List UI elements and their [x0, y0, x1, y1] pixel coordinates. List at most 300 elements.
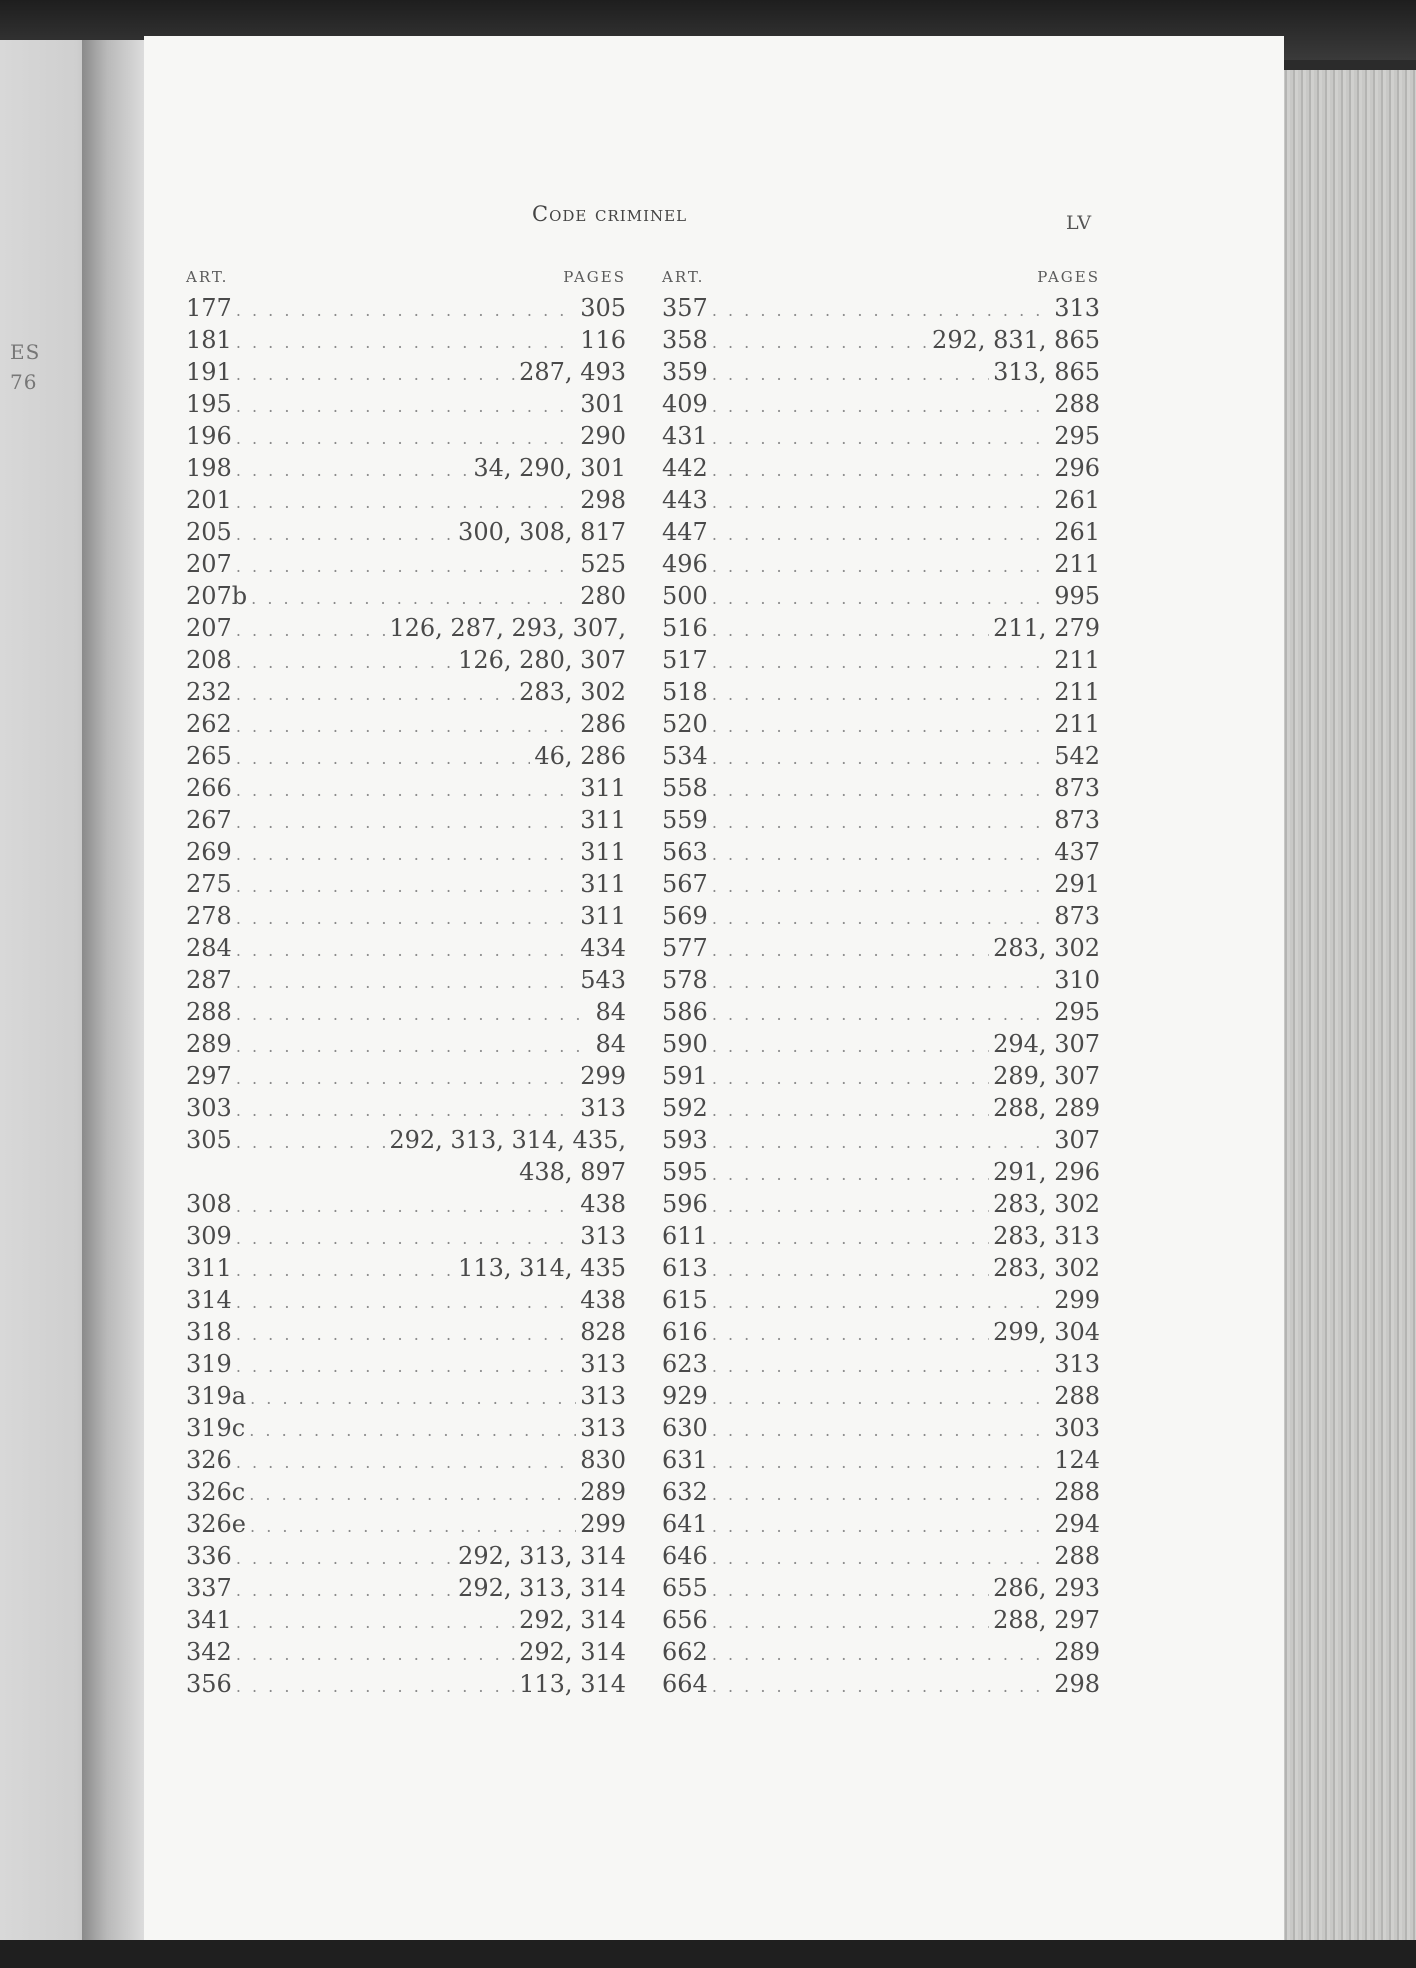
dot-leader: [712, 525, 1050, 544]
page-references: 280: [580, 582, 626, 610]
index-row: [662, 1126, 1100, 1158]
index-row: [186, 774, 626, 806]
page-references: 283, 313: [993, 1222, 1100, 1250]
page-references: 289: [1054, 1638, 1100, 1666]
dot-leader: [712, 365, 989, 384]
article-number: 191: [186, 358, 232, 386]
dot-leader: [236, 301, 576, 320]
page-references: 126, 280, 307: [458, 646, 626, 674]
page-references: 116: [580, 326, 626, 354]
article-number: 534: [662, 742, 708, 770]
page-references: 434: [580, 934, 626, 962]
scan-bottom-edge: [0, 1940, 1416, 1968]
article-number: 311: [186, 1254, 232, 1282]
page-references: 301: [580, 390, 626, 418]
index-row: [662, 806, 1100, 838]
dot-leader: [712, 461, 1050, 480]
page-references: 211: [1054, 678, 1100, 706]
book-gutter: [82, 40, 144, 1940]
dot-leader: [712, 1421, 1050, 1440]
article-number: 558: [662, 774, 708, 802]
dot-leader: [249, 1421, 576, 1440]
article-number: 664: [662, 1670, 708, 1698]
page-references: 288, 289: [993, 1094, 1100, 1122]
article-number: 595: [662, 1158, 708, 1186]
article-number: 632: [662, 1478, 708, 1506]
index-row: [186, 1254, 626, 1286]
article-number: 518: [662, 678, 708, 706]
dot-leader: [712, 941, 989, 960]
page-references: 288: [1054, 1382, 1100, 1410]
index-row: [662, 902, 1100, 934]
article-number: 586: [662, 998, 708, 1026]
index-row: [662, 1062, 1100, 1094]
article-number: 288: [186, 998, 232, 1026]
index-row: [662, 1638, 1100, 1670]
index-row: [186, 1510, 626, 1542]
article-number: 207: [186, 550, 232, 578]
index-row: [662, 390, 1100, 422]
index-row: [662, 1190, 1100, 1222]
article-number: 641: [662, 1510, 708, 1538]
page-references: 288: [1054, 390, 1100, 418]
dot-leader: [236, 845, 576, 864]
dot-leader: [712, 301, 1050, 320]
dot-leader: [712, 493, 1050, 512]
index-row: [662, 1574, 1100, 1606]
index-row: [186, 1638, 626, 1670]
dot-leader: [236, 717, 576, 736]
dot-leader: [712, 1613, 989, 1632]
page-references: 113, 314: [519, 1670, 626, 1698]
article-number: 289: [186, 1030, 232, 1058]
page-references: 873: [1054, 902, 1100, 930]
index-row: [186, 678, 626, 710]
index-rows: [186, 294, 626, 1702]
article-number: 630: [662, 1414, 708, 1442]
page-references: 126, 287, 293, 307,: [389, 614, 626, 642]
page-references: 313: [1054, 1350, 1100, 1378]
page-references: 292, 313, 314: [458, 1542, 626, 1570]
dot-leader: [712, 717, 1050, 736]
index-row: [186, 422, 626, 454]
article-number: 655: [662, 1574, 708, 1602]
index-row: [662, 614, 1100, 646]
page-references: 290: [580, 422, 626, 450]
article-number: 342: [186, 1638, 232, 1666]
page-references: 313: [580, 1382, 626, 1410]
index-row: [186, 870, 626, 902]
article-number: 266: [186, 774, 232, 802]
article-number: 591: [662, 1062, 708, 1090]
page-references: 211: [1054, 646, 1100, 674]
index-row: [186, 454, 626, 486]
facing-page-text: ES: [10, 340, 41, 364]
index-column-right: [662, 268, 1100, 1702]
page-references: 307: [1054, 1126, 1100, 1154]
page-references: 438: [580, 1286, 626, 1314]
index-row: [186, 1574, 626, 1606]
page-references: 873: [1054, 774, 1100, 802]
index-row: [662, 934, 1100, 966]
dot-leader: [712, 1645, 1050, 1664]
dot-leader: [712, 1197, 989, 1216]
pages-header: PAGES: [1037, 268, 1100, 286]
dot-leader: [712, 429, 1050, 448]
article-number: 431: [662, 422, 708, 450]
article-number: 232: [186, 678, 232, 706]
index-row: [186, 1094, 626, 1126]
page-references: 288, 297: [993, 1606, 1100, 1634]
index-row: [186, 614, 626, 646]
column-header: [186, 268, 626, 292]
index-row: [186, 1158, 626, 1190]
page-references: 437: [1054, 838, 1100, 866]
index-row: [186, 1062, 626, 1094]
dot-leader: [236, 1549, 454, 1568]
page-references: 313: [580, 1414, 626, 1442]
page-references: 84: [595, 1030, 626, 1058]
index-row: [662, 838, 1100, 870]
index-row: [186, 1126, 626, 1158]
index-row: [186, 358, 626, 390]
article-number: 314: [186, 1286, 232, 1314]
index-column-left: [186, 268, 626, 1702]
dot-leader: [712, 1133, 1050, 1152]
dot-leader: [236, 1101, 576, 1120]
page-references: 299, 304: [993, 1318, 1100, 1346]
index-row: [662, 294, 1100, 326]
dot-leader: [712, 1325, 989, 1344]
page-references: 124: [1054, 1446, 1100, 1474]
dot-leader: [236, 941, 576, 960]
index-row: [662, 774, 1100, 806]
page-references: 286, 293: [993, 1574, 1100, 1602]
article-number: 201: [186, 486, 232, 514]
article-number: 269: [186, 838, 232, 866]
dot-leader: [712, 1005, 1050, 1024]
dot-leader: [236, 1133, 386, 1152]
page-references: 292, 313, 314, 435,: [389, 1126, 626, 1154]
page-references: 296: [1054, 454, 1100, 482]
article-number: 208: [186, 646, 232, 674]
index-row: [662, 1510, 1100, 1542]
article-number: 496: [662, 550, 708, 578]
article-number: 559: [662, 806, 708, 834]
article-number: 309: [186, 1222, 232, 1250]
dot-leader: [236, 1197, 576, 1216]
article-number: 567: [662, 870, 708, 898]
index-row: [662, 1606, 1100, 1638]
dot-leader: [236, 1645, 515, 1664]
page-references: 292, 313, 314: [458, 1574, 626, 1602]
page-references: 286: [580, 710, 626, 738]
page-references: 310: [1054, 966, 1100, 994]
dot-leader: [712, 1069, 989, 1088]
index-row: [186, 390, 626, 422]
dot-leader: [712, 621, 989, 640]
page-references: 300, 308, 817: [458, 518, 626, 546]
page-references: 299: [580, 1062, 626, 1090]
index-row: [662, 646, 1100, 678]
dot-leader: [712, 1485, 1050, 1504]
dot-leader: [249, 1485, 576, 1504]
page-references: 211, 279: [993, 614, 1100, 642]
page-references: 34, 290, 301: [473, 454, 626, 482]
index-row: [186, 1350, 626, 1382]
page-references: 283, 302: [993, 1190, 1100, 1218]
index-row: [186, 1286, 626, 1318]
dot-leader: [712, 1549, 1050, 1568]
dot-leader: [712, 1101, 989, 1120]
dot-leader: [236, 525, 454, 544]
dot-leader: [712, 1389, 1050, 1408]
article-number: 517: [662, 646, 708, 674]
index-row: [662, 678, 1100, 710]
page-references: 289: [580, 1478, 626, 1506]
index-row: [662, 454, 1100, 486]
article-number: 409: [662, 390, 708, 418]
index-row: [662, 1254, 1100, 1286]
article-number: 341: [186, 1606, 232, 1634]
dot-leader: [712, 1453, 1050, 1472]
dot-leader: [236, 493, 576, 512]
dot-leader: [236, 1005, 592, 1024]
index-row: [186, 1478, 626, 1510]
page-references: 873: [1054, 806, 1100, 834]
article-number: 198: [186, 454, 232, 482]
article-number: 303: [186, 1094, 232, 1122]
index-row: [186, 998, 626, 1030]
page-references: 313: [580, 1094, 626, 1122]
dot-leader: [712, 1677, 1050, 1696]
page-references: 313: [1054, 294, 1100, 322]
page-references: 291: [1054, 870, 1100, 898]
index-row: [662, 870, 1100, 902]
article-number: 297: [186, 1062, 232, 1090]
index-row: [662, 1094, 1100, 1126]
dot-leader: [251, 589, 576, 608]
index-row: [662, 1446, 1100, 1478]
page-references: 295: [1054, 998, 1100, 1026]
article-number: 592: [662, 1094, 708, 1122]
index-row: [186, 1030, 626, 1062]
article-number: 623: [662, 1350, 708, 1378]
page-number: LV: [1066, 212, 1093, 234]
page-references: 292, 314: [519, 1638, 626, 1666]
article-number: 308: [186, 1190, 232, 1218]
page-references: 288: [1054, 1478, 1100, 1506]
page-references: 311: [580, 838, 626, 866]
page-references: 995: [1054, 582, 1100, 610]
page-references: 287, 493: [519, 358, 626, 386]
page-references: 283, 302: [519, 678, 626, 706]
index-row: [662, 1478, 1100, 1510]
dot-leader: [250, 1517, 576, 1536]
article-number: 516: [662, 614, 708, 642]
index-row: [662, 486, 1100, 518]
art-header: ART.: [662, 268, 705, 286]
index-row: [662, 358, 1100, 390]
index-row: [662, 1222, 1100, 1254]
dot-leader: [712, 813, 1050, 832]
art-header: ART.: [186, 268, 229, 286]
article-number: 319a: [186, 1382, 247, 1410]
dot-leader: [236, 685, 515, 704]
page-references: 289, 307: [993, 1062, 1100, 1090]
index-row: [186, 710, 626, 742]
article-number: 207b: [186, 582, 248, 610]
page-references: 542: [1054, 742, 1100, 770]
article-number: 357: [662, 294, 708, 322]
page-references: 438, 897: [519, 1158, 626, 1186]
dot-leader: [712, 877, 1050, 896]
column-header: [662, 268, 1100, 292]
article-number: 265: [186, 742, 232, 770]
dot-leader: [712, 397, 1050, 416]
page-references: 261: [1054, 486, 1100, 514]
index-row: [186, 646, 626, 678]
index-row: [186, 1318, 626, 1350]
index-row: [662, 518, 1100, 550]
article-number: 205: [186, 518, 232, 546]
dot-leader: [712, 1581, 989, 1600]
dot-leader: [712, 1261, 989, 1280]
page-references: 313: [580, 1350, 626, 1378]
page-references: 828: [580, 1318, 626, 1346]
article-number: 662: [662, 1638, 708, 1666]
dot-leader: [236, 621, 386, 640]
page-references: 525: [580, 550, 626, 578]
index-row: [662, 1542, 1100, 1574]
index-row: [662, 998, 1100, 1030]
article-number: 442: [662, 454, 708, 482]
page-references: 294, 307: [993, 1030, 1100, 1058]
index-row: [186, 1606, 626, 1638]
dot-leader: [236, 1325, 576, 1344]
article-number: 267: [186, 806, 232, 834]
dot-leader: [236, 1357, 576, 1376]
index-row: [662, 326, 1100, 358]
dot-leader: [236, 1229, 576, 1248]
dot-leader: [236, 1293, 576, 1312]
page-references: 291, 296: [993, 1158, 1100, 1186]
page-references: 292, 314: [519, 1606, 626, 1634]
article-number: 287: [186, 966, 232, 994]
page-references: 299: [580, 1510, 626, 1538]
page-references: 830: [580, 1446, 626, 1474]
article-number: 336: [186, 1542, 232, 1570]
page-edges: [1282, 70, 1416, 1940]
article-number: 590: [662, 1030, 708, 1058]
dot-leader: [236, 429, 576, 448]
page-references: 311: [580, 870, 626, 898]
dot-leader: [236, 877, 576, 896]
dot-leader: [712, 845, 1050, 864]
index-row: [662, 1670, 1100, 1702]
dot-leader: [712, 685, 1050, 704]
article-number: 613: [662, 1254, 708, 1282]
article-number: 447: [662, 518, 708, 546]
article-number: 656: [662, 1606, 708, 1634]
index-row: [186, 1382, 626, 1414]
article-number: 262: [186, 710, 232, 738]
index-rows: [662, 294, 1100, 1702]
dot-leader: [250, 1389, 576, 1408]
dot-leader: [712, 557, 1050, 576]
dot-leader: [236, 365, 515, 384]
index-row: [186, 934, 626, 966]
article-number: 500: [662, 582, 708, 610]
dot-leader: [712, 749, 1050, 768]
index-row: [186, 582, 626, 614]
dot-leader: [712, 1293, 1050, 1312]
index-row: [186, 486, 626, 518]
page-references: 303: [1054, 1414, 1100, 1442]
article-number: 616: [662, 1318, 708, 1346]
page-references: 288: [1054, 1542, 1100, 1570]
dot-leader: [236, 909, 576, 928]
index-row: [186, 838, 626, 870]
page-references: 295: [1054, 422, 1100, 450]
article-number: 359: [662, 358, 708, 386]
article-number: 578: [662, 966, 708, 994]
article-number: 326c: [186, 1478, 246, 1506]
index-row: [662, 742, 1100, 774]
page-references: 299: [1054, 1286, 1100, 1314]
page-references: 292, 831, 865: [932, 326, 1100, 354]
index-row: [186, 1414, 626, 1446]
pages-header: PAGES: [563, 268, 626, 286]
article-number: 305: [186, 1126, 232, 1154]
article-number: 563: [662, 838, 708, 866]
article-number: 569: [662, 902, 708, 930]
article-number: 319: [186, 1350, 232, 1378]
article-number: 177: [186, 294, 232, 322]
index-row: [186, 550, 626, 582]
dot-leader: [236, 1069, 576, 1088]
index-row: [662, 1414, 1100, 1446]
dot-leader: [236, 333, 576, 352]
article-number: 520: [662, 710, 708, 738]
index-row: [662, 1030, 1100, 1062]
index-row: [662, 1382, 1100, 1414]
index-row: [186, 902, 626, 934]
page-references: 294: [1054, 1510, 1100, 1538]
dot-leader: [712, 1357, 1050, 1376]
index-row: [186, 1190, 626, 1222]
article-number: 196: [186, 422, 232, 450]
dot-leader: [236, 1581, 454, 1600]
article-number: 181: [186, 326, 232, 354]
index-row: [662, 582, 1100, 614]
dot-leader: [236, 1677, 515, 1696]
index-row: [662, 966, 1100, 998]
article-number: 319c: [186, 1414, 246, 1442]
running-title: Code criminel: [532, 202, 688, 226]
index-row: [186, 806, 626, 838]
article-number: 278: [186, 902, 232, 930]
dot-leader: [236, 557, 576, 576]
dot-leader: [712, 589, 1050, 608]
article-number: 358: [662, 326, 708, 354]
dot-leader: [712, 653, 1050, 672]
index-row: [186, 518, 626, 550]
article-number: 284: [186, 934, 232, 962]
page-references: 283, 302: [993, 934, 1100, 962]
index-row: [186, 1446, 626, 1478]
facing-page-text: 76: [10, 370, 38, 394]
